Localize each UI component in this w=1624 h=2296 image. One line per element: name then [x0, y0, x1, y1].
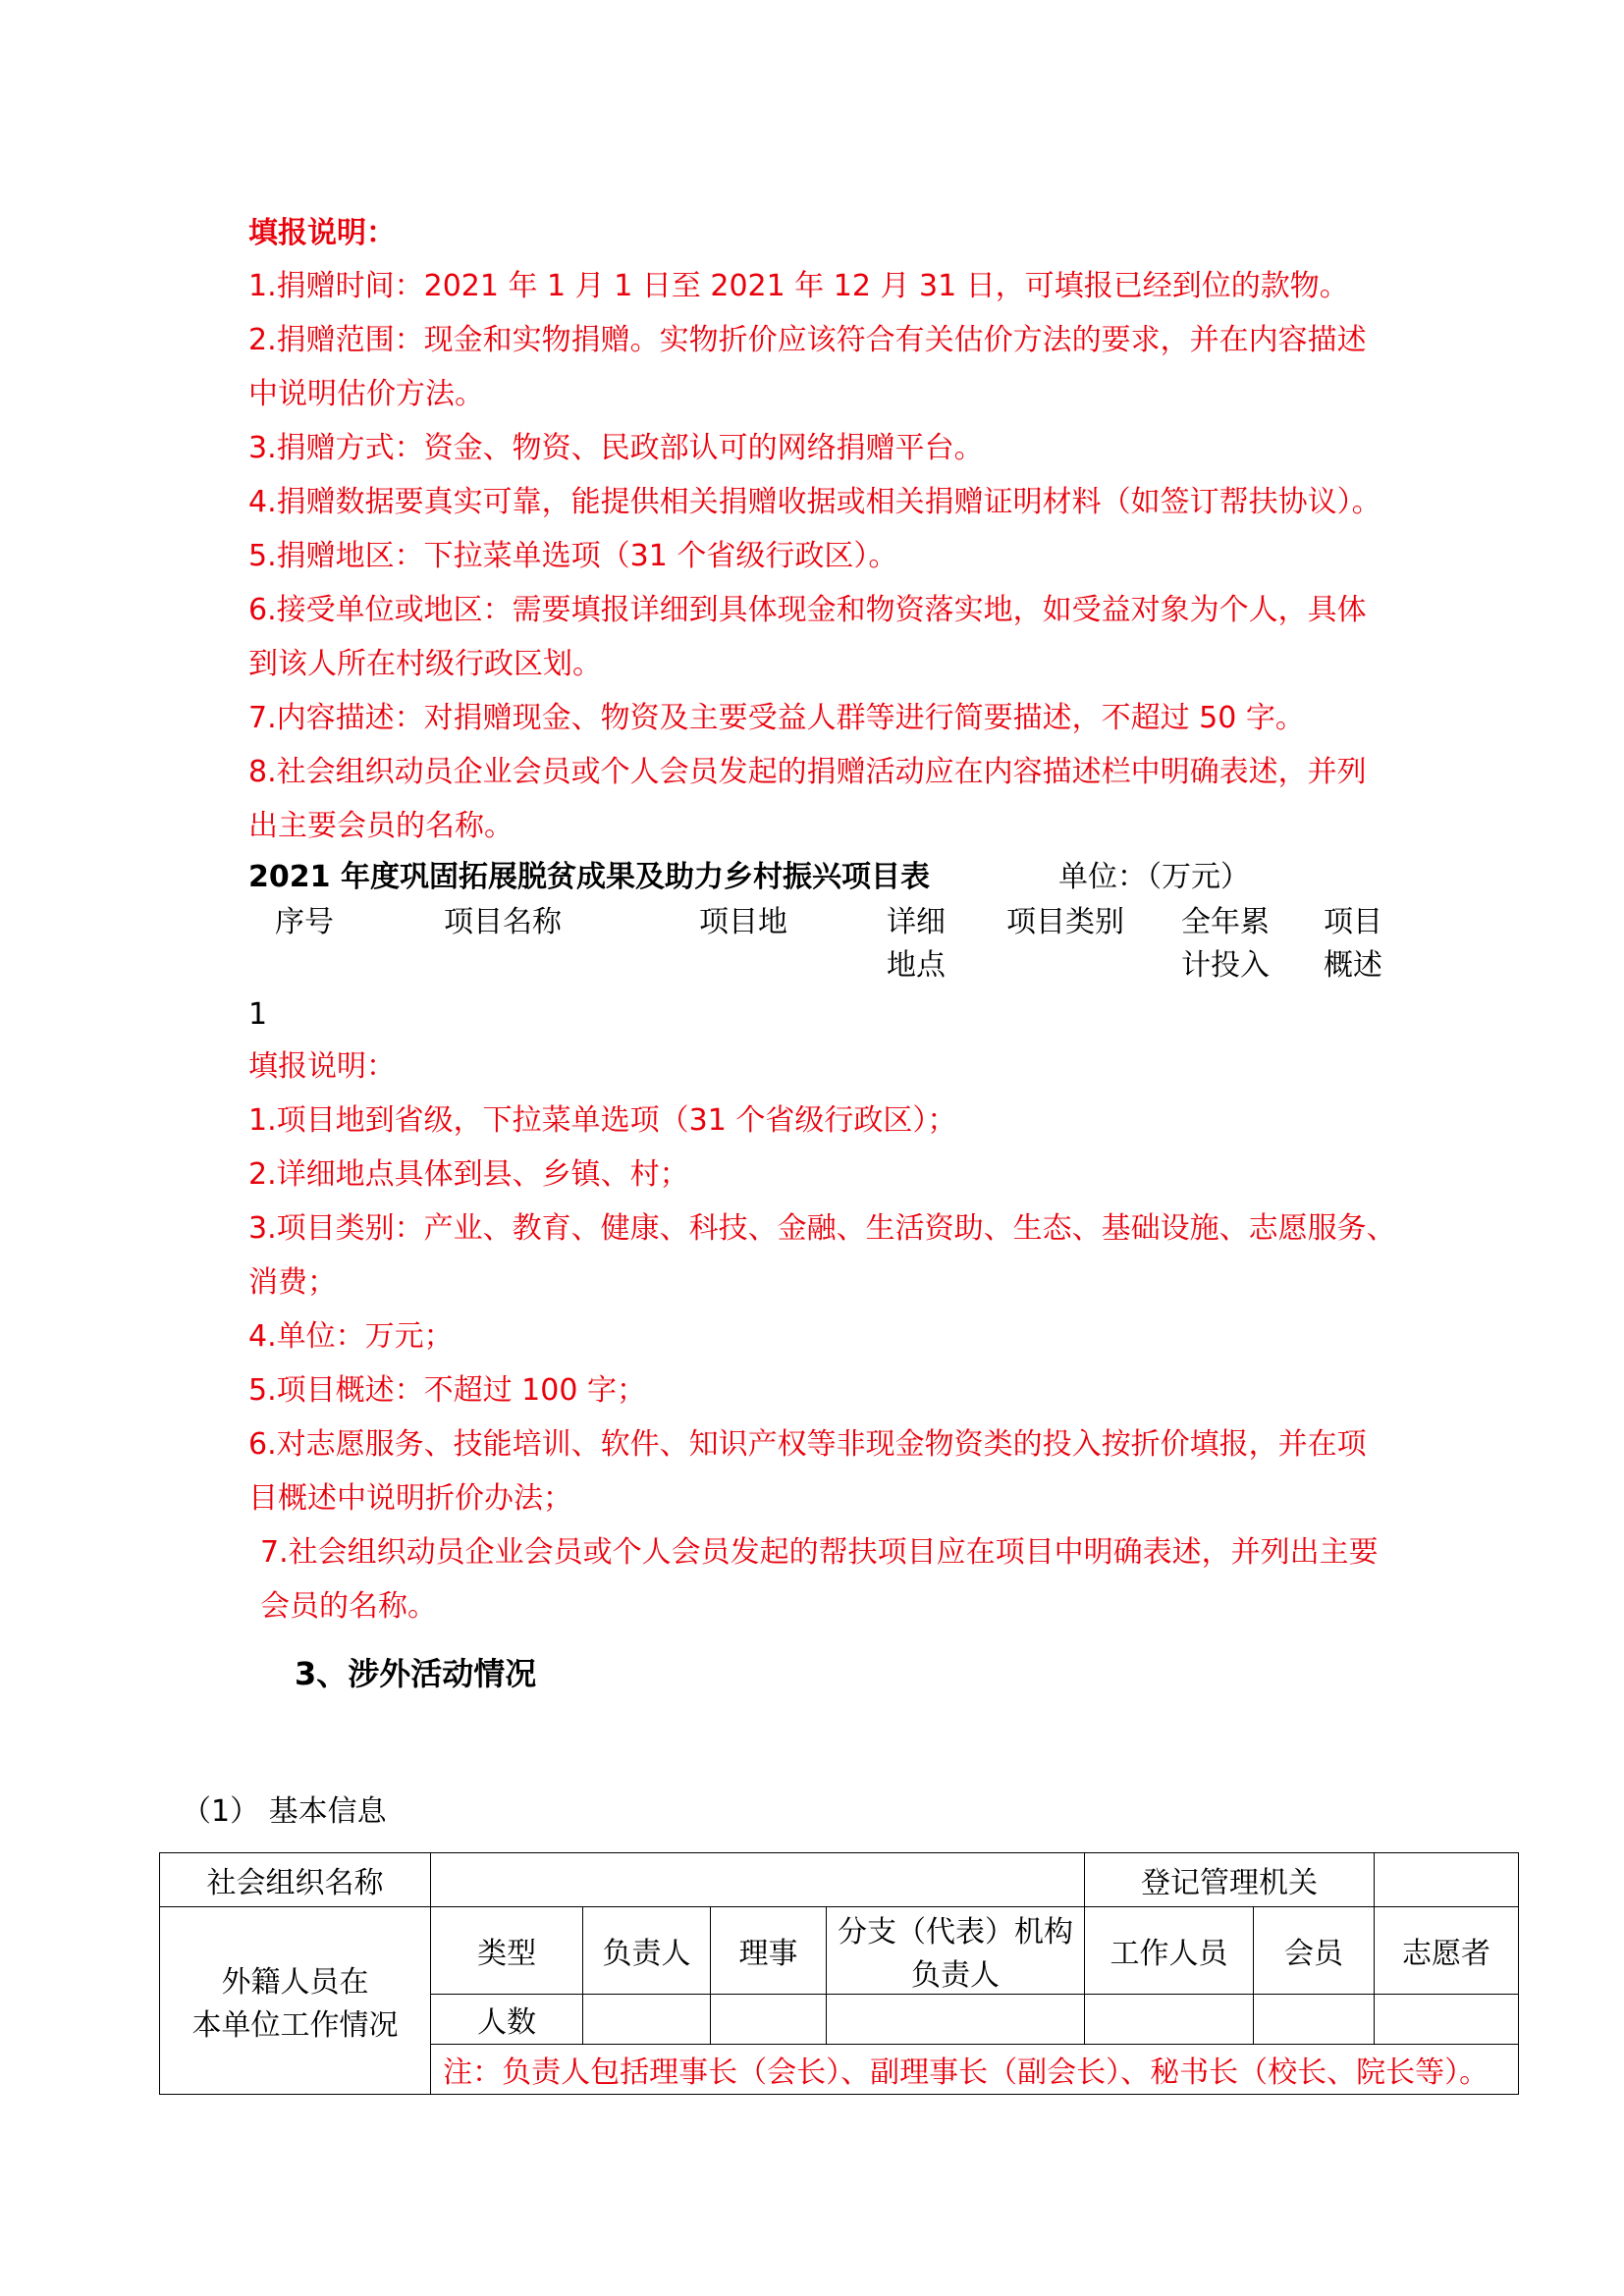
instructions-title: 填报说明：	[248, 216, 396, 250]
foreign-staff-label-line: 外籍人员在	[221, 1965, 369, 2000]
col-header-investment-1: 全年累	[1181, 905, 1270, 939]
project-table-unit: 单位：（万元）	[1058, 860, 1250, 894]
instruction-line: 1.项目地到省级，下拉菜单选项（31 个省级行政区）；	[248, 1103, 957, 1138]
col-header-project-location: 项目地	[699, 905, 787, 939]
instruction-line: 2.捐赠范围：现金和实物捐赠。实物折价应该符合有关估价方法的要求，并在内容描述	[248, 323, 1367, 357]
org-name-field[interactable]	[431, 1853, 1085, 1907]
count-staff-field[interactable]	[1085, 1995, 1254, 2045]
instruction-line: 4.捐赠数据要真实可靠，能提供相关捐赠收据或相关捐赠证明材料（如签订帮扶协议）。	[248, 485, 1381, 519]
col-branch-leader	[827, 1907, 1085, 1995]
registry-field[interactable]	[1374, 1853, 1518, 1907]
col-header-summary-2: 概述	[1324, 948, 1382, 983]
instruction-line: 6.接受单位或地区：需要填报详细到具体现金和物资落实地，如受益对象为个人，具体	[248, 593, 1367, 627]
instruction-line: 中说明估价方法。	[248, 377, 484, 411]
col-branch-line: 负责人	[911, 1958, 1001, 1993]
instruction-line: 3.项目类别：产业、教育、健康、科技、金融、生活资助、生态、基础设施、志愿服务、	[248, 1211, 1396, 1246]
col-staff: 工作人员	[1085, 1907, 1254, 1995]
count-member-field[interactable]	[1253, 1995, 1374, 2045]
instruction-line: 消费；	[248, 1265, 337, 1300]
foreign-staff-label	[160, 1907, 431, 2095]
table-row-index: 1	[248, 997, 268, 1032]
col-volunteer: 志愿者	[1374, 1907, 1518, 1995]
count-label: 人数	[431, 1995, 583, 2045]
col-director: 理事	[711, 1907, 827, 1995]
instruction-line: 4.单位：万元；	[248, 1319, 454, 1354]
col-header-detail-2: 地点	[887, 948, 946, 983]
instruction-line: 8.社会组织动员企业会员或个人会员发起的捐赠活动应在内容描述栏中明确表述，并列	[248, 755, 1367, 789]
subsection-title: （1） 基本信息	[182, 1794, 387, 1829]
instruction-line: 2.详细地点具体到县、乡镇、村；	[248, 1157, 689, 1192]
instruction-line: 目概述中说明折价办法；	[248, 1481, 572, 1516]
instruction-line: 5.捐赠地区：下拉菜单选项（31 个省级行政区）。	[248, 539, 898, 573]
col-leader: 负责人	[583, 1907, 711, 1995]
type-label: 类型	[431, 1907, 583, 1995]
instruction-line: 7.内容描述：对捐赠现金、物资及主要受益人群等进行简要描述，不超过 50 字。	[248, 701, 1305, 735]
org-name-label: 社会组织名称	[160, 1853, 431, 1907]
project-table-title: 2021 年度巩固拓展脱贫成果及助力乡村振兴项目表	[248, 860, 930, 894]
foreign-staff-label-line: 本单位工作情况	[191, 2008, 399, 2043]
section-title: 3、涉外活动情况	[295, 1655, 537, 1692]
count-leader-field[interactable]	[583, 1995, 711, 2045]
col-header-project-category: 项目类别	[1006, 905, 1124, 939]
col-header-detail-1: 详细	[887, 905, 946, 939]
col-branch-line: 分支（代表）机构	[838, 1915, 1074, 1949]
col-header-summary-1: 项目	[1324, 905, 1382, 939]
basic-info-table	[159, 1852, 1519, 2095]
count-volunteer-field[interactable]	[1374, 1995, 1518, 2045]
instruction-line: 1.捐赠时间：2021 年 1 月 1 日至 2021 年 12 月 31 日，可填报已经到位的款物。	[248, 269, 1349, 303]
registry-label: 登记管理机关	[1085, 1853, 1375, 1907]
instructions-title-2: 填报说明：	[248, 1049, 396, 1084]
col-header-index: 序号	[275, 905, 334, 939]
count-director-field[interactable]	[711, 1995, 827, 2045]
instruction-line: 5.项目概述：不超过 100 字；	[248, 1373, 646, 1408]
col-member: 会员	[1253, 1907, 1374, 1995]
table-note: 注：负责人包括理事长（会长）、副理事长（副会长）、秘书长（校长、院长等）。	[431, 2045, 1519, 2095]
instruction-line: 7.社会组织动员企业会员或个人会员发起的帮扶项目应在项目中明确表述，并列出主要	[260, 1535, 1379, 1570]
instruction-line: 到该人所在村级行政区划。	[248, 647, 602, 681]
count-branch-field[interactable]	[827, 1995, 1085, 2045]
instruction-line: 3.捐赠方式：资金、物资、民政部认可的网络捐赠平台。	[248, 431, 984, 465]
col-header-investment-2: 计投入	[1181, 948, 1270, 983]
instruction-line: 会员的名称。	[260, 1589, 437, 1624]
instruction-line: 出主要会员的名称。	[248, 809, 514, 843]
instruction-line: 6.对志愿服务、技能培训、软件、知识产权等非现金物资类的投入按折价填报，并在项	[248, 1427, 1367, 1462]
col-header-project-name: 项目名称	[444, 905, 562, 939]
